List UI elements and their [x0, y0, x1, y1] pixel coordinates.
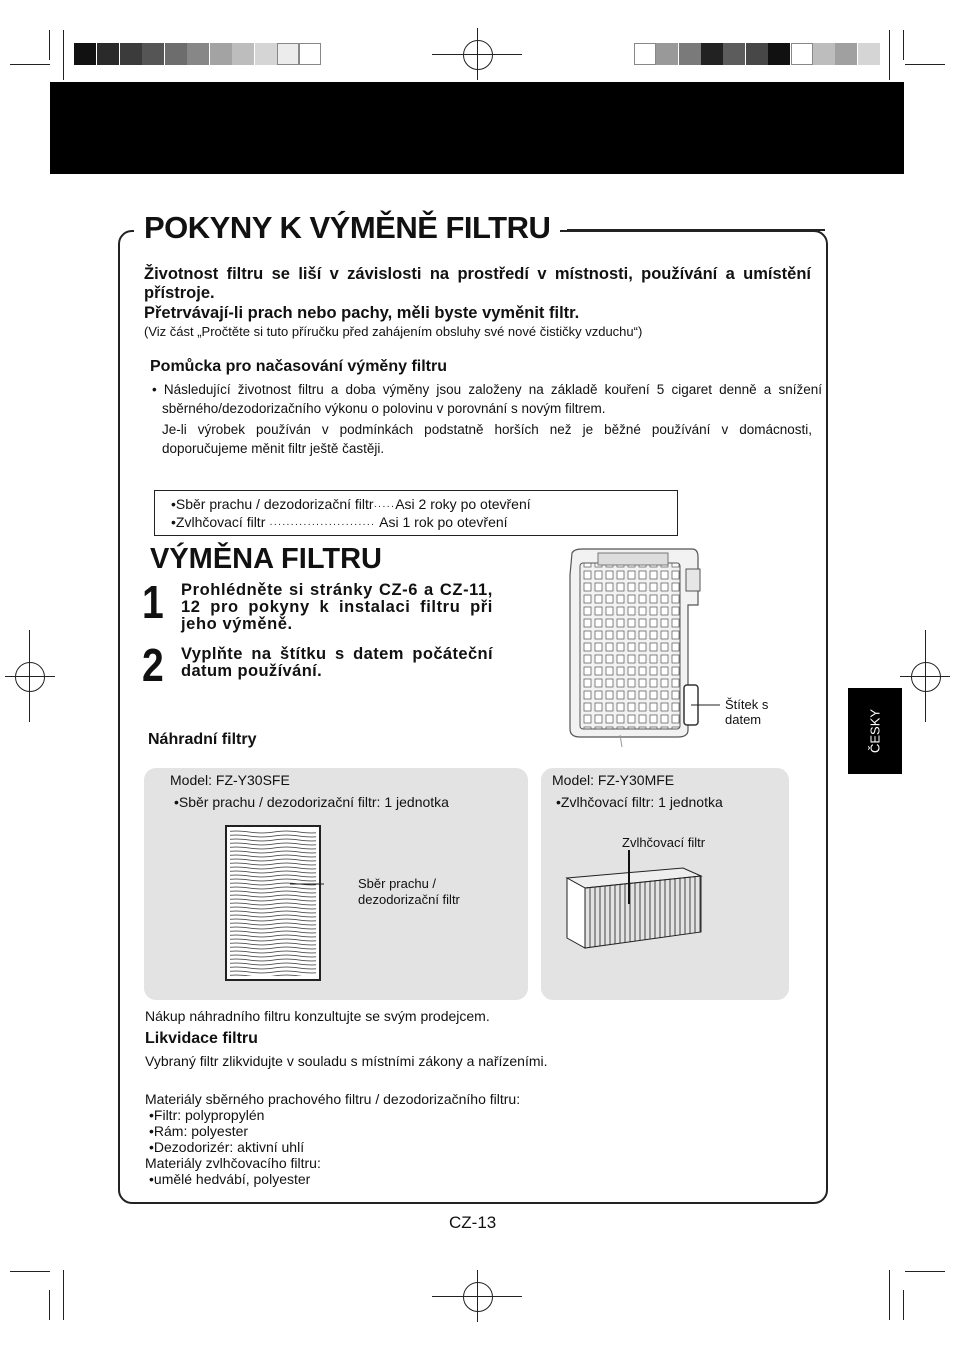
section-title: VÝMĚNA FILTRU [150, 543, 382, 575]
material-item: •Rám: polyester [149, 1123, 249, 1139]
title-rule [567, 229, 825, 231]
intro-line-1: Životnost filtru se liší v závislosti na prostředí v místnosti, používání a umístění přístroje. [144, 265, 811, 302]
spare-panel-left [144, 768, 528, 1000]
model-label: Model: FZ-Y30SFE [170, 772, 290, 788]
timing-paragraph: Je-li výrobek používán v podmínkách podstatně horších než je běžné používání v domácnosti, doporučujeme měnit filtr ještě častěji. [162, 422, 812, 456]
material-item: •umělé hedvábí, polyester [149, 1171, 311, 1187]
disposal-text: Vybraný filtr zlikvidujte v souladu s místními zákony a nařízeními. [145, 1053, 548, 1069]
page-title: POKYNY K VÝMĚNĚ FILTRU [134, 210, 560, 246]
purifier-illustration [560, 545, 720, 750]
dust-filter-illustration [224, 822, 324, 982]
materials-heading: Materiály sběrného prachového filtru / dezodorizačního filtru: [145, 1091, 521, 1107]
humidifier-filter-callout: Zvlhčovací filtr [622, 835, 706, 850]
language-tab-label: ČESKY [867, 708, 883, 754]
language-tab [848, 688, 902, 774]
item-label: •Sběr prachu / dezodorizační filtr: 1 jednotka [174, 794, 449, 810]
dust-filter-callout [358, 876, 460, 908]
step-number: 2 [142, 639, 164, 691]
dust-filter-callout-line1: Sběr prachu / [358, 876, 437, 891]
intro-note: (Viz část „Pročtěte si tuto příručku před zahájením obsluhy své nové čističky vzduchu“) [144, 324, 643, 339]
disposal-heading: Likvidace filtru [145, 1030, 258, 1047]
purchase-note: Nákup náhradního filtru konzultujte se svým prodejcem. [145, 1008, 490, 1024]
lifetime-name: •Zvlhčovací filtr [171, 514, 266, 530]
item-label: •Zvlhčovací filtr: 1 jednotka [556, 794, 723, 810]
material-item: •Filtr: polypropylén [149, 1107, 265, 1123]
materials-list [145, 1091, 520, 1187]
dust-filter-callout-line2: dezodorizační filtr [358, 892, 460, 907]
timing-heading: Pomůcka pro načasování výměny filtru [150, 358, 447, 375]
lifetime-row [171, 514, 508, 530]
model-label: Model: FZ-Y30MFE [552, 772, 675, 788]
label-callout-line1: Štítek s [725, 697, 769, 712]
label-callout-line2: datem [725, 712, 762, 727]
lifetime-dots: ····· [373, 501, 396, 512]
lifetime-value: Asi 1 rok po otevření [379, 514, 508, 530]
humidifier-filter-illustration [563, 850, 733, 950]
label-callout [725, 697, 768, 727]
step-number: 1 [142, 576, 164, 628]
header-bar [50, 82, 904, 174]
timing-bullet: • Následující životnost filtru a doba výměny jsou založeny na základě kouření 5 cigaret denně a snížení sběrného/dezodorizačního výkonu o polovinu v porovnání s novým filtrem. [152, 382, 822, 416]
step-text: Vyplňte na štítku s datem počáteční datum používání. [181, 645, 493, 680]
lifetime-dots: ························· [269, 519, 376, 530]
material-item: •Dezodorizér: aktivní uhlí [149, 1139, 305, 1155]
lifetime-row [171, 496, 531, 512]
spare-heading: Náhradní filtry [148, 731, 257, 748]
lifetime-table [154, 490, 678, 536]
materials-heading: Materiály zvlhčovacího filtru: [145, 1155, 321, 1171]
lifetime-value: Asi 2 roky po otevření [395, 496, 531, 512]
intro-line-2: Přetrvávají-li prach nebo pachy, měli byste vyměnit filtr. [144, 304, 580, 322]
step-text: Prohlédněte si stránky CZ-6 a CZ-11, 12 pro pokyny k instalaci filtru při jeho výměně. [181, 581, 493, 633]
lifetime-name: •Sběr prachu / dezodorizační filtr [171, 496, 374, 512]
page-number: CZ-13 [449, 1213, 497, 1232]
spare-panel-right [541, 768, 789, 1000]
